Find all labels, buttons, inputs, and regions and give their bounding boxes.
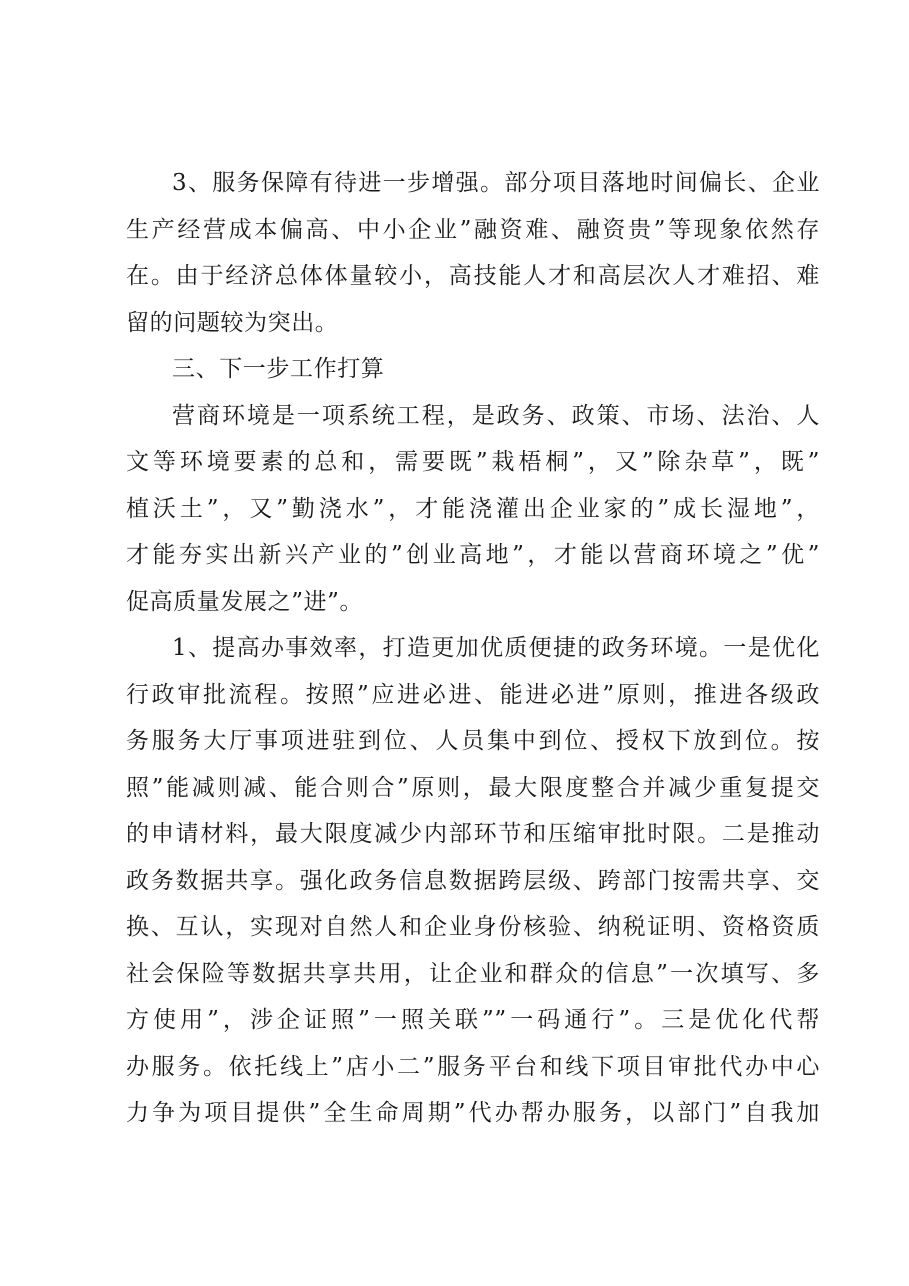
text-line: 留的问题较为突出。 <box>126 309 339 336</box>
text-line: 方使用”，涉企证照”一照关联””一码通行”。三是优化代帮 <box>126 1007 820 1033</box>
text-line: 在。由于经济总体体量较小，高技能人才和高层次人才难招、难 <box>126 263 820 289</box>
text-line: 换、互认，实现对自然人和企业身份核验、纳税证明、资格资质 <box>126 914 820 940</box>
section-heading: 三、下一步工作打算 <box>172 356 385 382</box>
text-line: 促高质量发展之”进”。 <box>126 588 364 615</box>
text-line: 照”能减则减、能合则合”原则，最大限度整合并减少重复提交 <box>126 774 820 801</box>
text-line: 3、服务保障有待进一步增强。部分项目落地时间偏长、企业 <box>172 170 820 196</box>
text-line: 植沃土”，又”勤浇水”，才能浇灌出企业家的”成长湿地”， <box>126 495 820 522</box>
text-line: 办服务。依托线上”店小二”服务平台和线下项目审批代办中心 <box>126 1053 820 1080</box>
text-line: 才能夯实出新兴产业的”创业高地”，才能以营商环境之”优” <box>126 542 820 568</box>
text-line: 的申请材料，最大限度减少内部环节和压缩审批时限。二是推动 <box>126 821 820 847</box>
text-line: 政务数据共享。强化政务信息数据跨层级、跨部门按需共享、交 <box>126 867 820 894</box>
text-line: 1、提高办事效率，打造更加优质便捷的政务环境。一是优化 <box>172 635 820 661</box>
text-line: 力争为项目提供”全生命周期”代办帮办服务，以部门”自我加 <box>126 1100 820 1126</box>
text-line: 生产经营成本偏高、中小企业”融资难、融资贵”等现象依然存 <box>126 216 820 243</box>
text-line: 社会保险等数据共享共用，让企业和群众的信息”一次填写、多 <box>126 960 820 987</box>
text-line: 务服务大厅事项进驻到位、人员集中到位、授权下放到位。按 <box>126 728 820 754</box>
text-line: 文等环境要素的总和，需要既”栽梧桐”，又”除杂草”，既” <box>126 449 820 475</box>
document-page <box>126 160 820 1137</box>
text-line: 行政审批流程。按照”应进必进、能进必进”原则，推进各级政 <box>126 681 820 708</box>
text-line: 营商环境是一项系统工程，是政务、政策、市场、法治、人 <box>172 402 820 429</box>
